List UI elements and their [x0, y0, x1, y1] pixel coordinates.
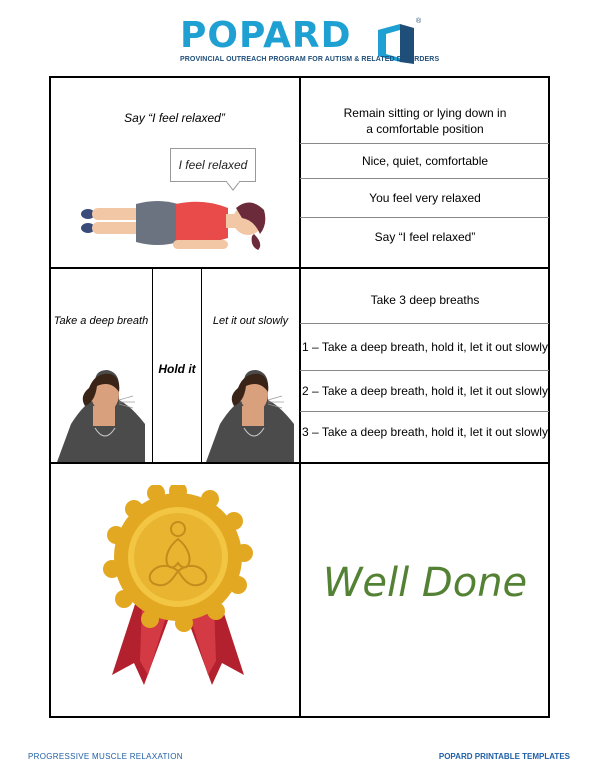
instruction-row — [300, 412, 550, 452]
breathing-woman-illustration — [55, 366, 150, 462]
speech-bubble-text: I feel relaxed — [178, 158, 248, 172]
instruction-row — [300, 371, 550, 411]
section-divider-2 — [49, 462, 550, 464]
popard-logo — [180, 15, 440, 74]
footer-brand: POPARD PRINTABLE TEMPLATES — [438, 752, 570, 761]
instruction-text: 1 – Take a deep breath, hold it, let it out slowly — [302, 340, 548, 354]
breathing-woman-illustration — [204, 366, 299, 462]
breath-divider-2 — [201, 268, 202, 463]
speech-bubble — [170, 148, 256, 182]
registered-mark: ® — [416, 18, 422, 25]
footer-title: PROGRESSIVE MUSCLE RELAXATION — [28, 752, 183, 761]
step-breathe-out-label: Let it out slowly — [212, 315, 289, 327]
instruction-text: 2 – Take a deep breath, hold it, let it out slowly — [302, 384, 548, 398]
step-hold-label: Hold it — [158, 362, 196, 376]
step-breathe-in-label: Take a deep breath — [53, 315, 149, 327]
logo-wordmark: POPARD — [180, 15, 352, 56]
instruction-text: Remain sitting or lying down in a comfortable position — [343, 106, 507, 136]
instruction-text: 3 – Take a deep breath, hold it, let it out slowly — [302, 425, 548, 439]
instruction-text: Take 3 deep breaths — [370, 292, 480, 307]
instruction-row — [300, 144, 550, 178]
instruction-row — [300, 276, 550, 323]
lying-person-illustration — [78, 190, 273, 262]
instruction-row — [300, 179, 550, 217]
award-ribbon-icon — [98, 485, 258, 705]
instruction-text: You feel very relaxed — [369, 191, 481, 205]
instruction-row — [300, 218, 550, 256]
section-divider-1 — [49, 267, 550, 269]
logo-subtitle: PROVINCIAL OUTREACH PROGRAM FOR AUTISM & RELATED DISORDERS — [180, 56, 440, 63]
well-done-message: Well Done — [322, 560, 528, 606]
instruction-row — [300, 324, 550, 370]
instruction-text: Nice, quiet, comfortable — [361, 154, 489, 168]
relax-caption: Say “I feel relaxed” — [124, 111, 225, 125]
instruction-row — [300, 100, 550, 142]
instruction-text: Say “I feel relaxed” — [374, 230, 476, 244]
